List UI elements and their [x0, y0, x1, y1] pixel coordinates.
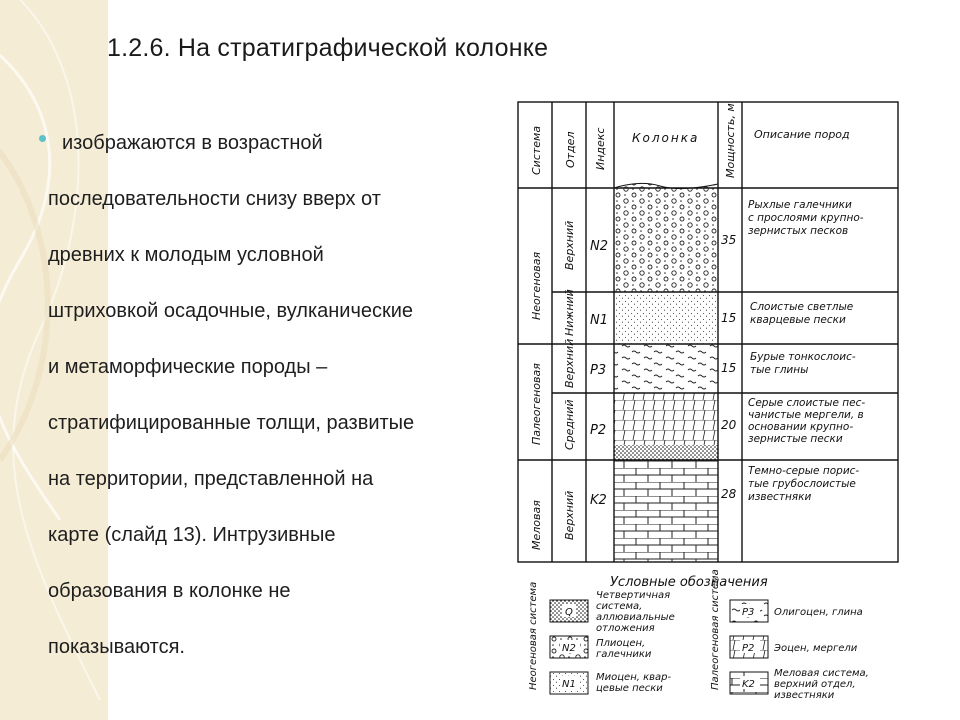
series-upper: Верхний [563, 490, 576, 540]
layer-description-line: Бурые тонкослоис- [750, 351, 856, 363]
legend-symbol: N2 [562, 643, 576, 654]
body-line: на территории, представленной на [48, 468, 374, 490]
body-line: показываются. [48, 636, 185, 658]
layer-index: N2 [590, 239, 608, 254]
layer-description-line: кварцевые пески [750, 314, 846, 326]
body-line: последовательности снизу вверх от [48, 188, 381, 210]
layer-thickness: 15 [721, 361, 737, 375]
series-upper: Верхний [563, 220, 576, 270]
layer-description-line: тые грубослоистые [748, 478, 856, 490]
header-system: Система [530, 125, 543, 175]
series-lower: Нижний [563, 289, 576, 336]
legend-text: отложения [596, 623, 655, 634]
legend-text: известняки [774, 690, 835, 701]
layer-coarse-sand [614, 445, 718, 460]
layer-description-line: основании крупно- [748, 421, 854, 433]
legend-text: верхний отдел, [774, 679, 856, 690]
layer-index: P3 [590, 363, 607, 378]
legend-symbol: P3 [742, 607, 755, 618]
layer-description-line: Серые слоистые пес- [748, 397, 866, 409]
legend-text: Плиоцен, [596, 638, 646, 649]
bullet-icon [39, 135, 46, 142]
lithology-column [614, 183, 718, 562]
layer-pebbles [614, 183, 718, 292]
system-paleogene: Палеогеновая [530, 363, 543, 445]
system-cretaceous: Меловая [530, 500, 543, 550]
slide-title: 1.2.6. На стратиграфической колонке [107, 34, 549, 62]
header-series: Отдел [564, 131, 577, 168]
layer-sand [614, 292, 718, 344]
layer-marl [614, 393, 718, 445]
layer-index: K2 [590, 493, 607, 508]
body-line: карте (слайд 13). Интрузивные [48, 524, 336, 546]
system-neogene: Неогеновая [530, 251, 543, 320]
series-middle: Средний [563, 399, 576, 450]
legend-text: аллювиальные [596, 612, 675, 623]
series-upper: Верхний [563, 338, 576, 388]
layer-description-line: Слоистые светлые [750, 301, 854, 313]
layer-thickness: 35 [721, 233, 737, 247]
layer-index: P2 [590, 423, 607, 438]
layer-index: N1 [590, 313, 608, 328]
body-line: древних к молодым условной [48, 244, 324, 266]
body-paragraph [48, 115, 503, 675]
legend-symbol: N1 [562, 679, 576, 690]
legend-text: Олигоцен, глина [774, 607, 863, 618]
legend-text: цевые пески [596, 683, 663, 694]
body-line: изображаются в возрастной [62, 132, 323, 154]
body-line: стратифицированные толщи, развитые [48, 412, 415, 434]
layer-description-line: зернистых песков [748, 225, 849, 237]
legend-title: Условные обозначения [610, 575, 768, 590]
layer-description-line: известняки [748, 491, 812, 503]
body-line: образования в колонке не [48, 580, 291, 602]
layer-thickness: 15 [721, 311, 737, 325]
legend-neogene-label: Неогеновая система [528, 581, 539, 690]
layer-description-line: Рыхлые галечники [748, 199, 852, 211]
legend-symbol: P2 [742, 643, 755, 654]
layer-description-line: чанистые мергели, в [748, 409, 864, 421]
layer-thickness: 20 [721, 418, 737, 432]
layer-description-line: Темно-серые порис- [748, 465, 860, 477]
layer-description-line: тые глины [750, 364, 809, 376]
layer-clay [614, 344, 718, 393]
legend-text: система, [596, 601, 643, 612]
legend-text: Эоцен, мергели [774, 643, 858, 654]
legend-text: Миоцен, квар- [596, 672, 672, 683]
legend-symbol: Q [565, 607, 573, 618]
header-thickness: Мощность, м [724, 103, 737, 178]
layer-description-line: зернистые пески [748, 433, 843, 445]
header-description: Описание пород [754, 128, 850, 141]
legend-symbol: K2 [742, 679, 755, 690]
header-index: Индекс [594, 127, 607, 170]
legend-text: Меловая система, [774, 668, 869, 679]
body-line: и метаморфические породы – [48, 356, 328, 378]
legend-paleogene-label: Палеогеновая система [710, 569, 721, 690]
legend-text: галечники [596, 649, 652, 660]
legend [528, 569, 869, 701]
layer-limestone [614, 460, 718, 562]
stratigraphic-column-figure [510, 90, 950, 715]
body-line: штриховкой осадочные, вулканические [48, 300, 414, 322]
legend-text: Четвертичная [596, 590, 671, 601]
layer-thickness: 28 [721, 487, 737, 501]
layer-description-line: с прослоями крупно- [748, 212, 864, 224]
header-column: Колонка [632, 131, 700, 145]
